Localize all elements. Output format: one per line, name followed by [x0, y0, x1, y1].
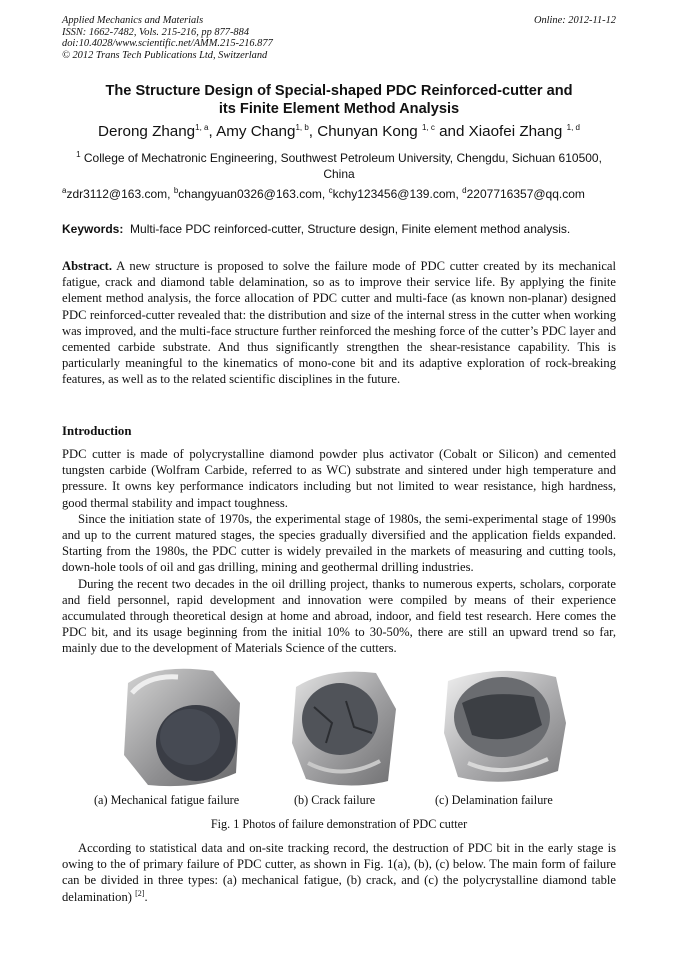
subcaption-a: (a) Mechanical fatigue failure [94, 793, 240, 807]
author-affil-sup: 1, a [195, 122, 209, 132]
photo-mechanical-fatigue [118, 663, 248, 791]
section-heading-introduction: Introduction [62, 424, 132, 438]
email-separator: , [167, 187, 174, 201]
author-list [62, 122, 616, 142]
email-sup: d [462, 186, 467, 195]
keywords [62, 221, 616, 237]
issn: ISSN: 1662-7482, Vols. 215-216, pp 877-884 [62, 26, 250, 38]
online-date: Online: 2012-11-12 [533, 15, 616, 26]
introduction-body [62, 446, 616, 657]
author-name: Derong Zhang [98, 123, 196, 140]
affiliation-sup: 1 [76, 150, 81, 159]
email-sup: c [328, 186, 333, 195]
email-separator: , [455, 187, 463, 201]
author-name: Chunyan Kong [317, 123, 418, 140]
author-name: Amy Chang [216, 123, 296, 140]
email-list [62, 186, 616, 202]
body-paragraph-final [62, 840, 616, 905]
author-affil-sup: 1, b [295, 122, 309, 132]
email-sup: a [62, 186, 67, 195]
author-separator: and [434, 123, 469, 140]
email-separator: , [321, 187, 329, 201]
title-line-1: The Structure Design of Special-shaped PDC Reinforced-cutter and [105, 83, 573, 99]
paragraph: PDC cutter is made of polycrystalline diamond powder plus activator (Cobalt or Silicon) and cemented tungsten carbide (Wolfram Carbide, referred to as WC) substrate and sintered under high temperature and pressure. It owns key performance indicators including but not limited to wear resistance, high hardness, good thermal stability and impact toughness. [62, 447, 616, 510]
email-link[interactable]: 2207716357@qq.com [466, 187, 585, 201]
email-link[interactable]: zdr3112@163.com [66, 187, 168, 201]
doi: doi:10.4028/www.scientific.net/AMM.215-216.877 [62, 38, 273, 50]
figure-subcaptions [62, 793, 616, 809]
author-name: Xiaofei Zhang [468, 123, 563, 140]
email-link[interactable]: changyuan0326@163.com [178, 187, 322, 201]
paragraph: During the recent two decades in the oil drilling project, thanks to numerous experts, scholars, corporate and field personnel, rapid development and innovation were compiled by means of their experience accumulated through theoretical design at home and abroad, indoor, and field test research. Here comes the PDC bit, and its usage beginning from the initial 10% to 30-50%, there are still an upward trend so far, mainly due to the development of Materials Science of the cutters. [62, 576, 616, 656]
paragraph: Since the initiation state of 1970s, the experimental stage of 1980s, the semi-experimental stage of 1990s and up to the current matured stages, the species gradually diversified and the application fields expanded. Starting from the 1980s, the PDC cutter is widely prevailed in the markets of measuring and cutting tools, down-hole tools of oil and gas drilling, mining and geothermal drilling industries. [62, 511, 616, 575]
journal-header [62, 15, 616, 61]
author-separator: , [308, 123, 318, 140]
author-affil-sup: 1, c [421, 122, 435, 132]
subcaption-c: (c) Delamination failure [435, 793, 553, 807]
abstract-label: Abstract. [62, 259, 113, 273]
email-sup: b [173, 186, 179, 195]
photo-crack-failure [288, 663, 400, 791]
paragraph-end: . [144, 889, 148, 904]
keywords-label: Keywords: [62, 222, 124, 236]
paragraph: According to statistical data and on-site tracking record, the destruction of PDC bit in the early stage is owing to the of primary failure of PDC cutter, as shown in Fig. 1(a), (b), (c) below. The main form of failure can be divided in three types: (a) mechanical fatigue, (b) crack, and (c) the polycrystalline diamond table delamination) [62, 841, 616, 904]
paper-title [62, 82, 616, 118]
abstract-text: A new structure is proposed to solve the failure mode of PDC cutter created by its mechanical fatigue, crack and diamond table delamination, so as to improve their service life. By applying the finite element method analysis, the force allocation of PDC cutter and multi-face (as known non-planar) designed PDC reinforced-cutter revealed that: the distribution and size of the internal stress in the cutter when working was improved, and the multi-face structure further reinforced the meshing force of the cutter’s PDC layer and cemented carbide substrate. And thus significantly strengthen the shear-resistance capability. This is particularly meaningful to the kinematics of mono-cone bit and its adaptive exploration of rock-breaking features, as well as to the related scientific disciplines in the future. [62, 259, 616, 387]
journal-name: Applied Mechanics and Materials [62, 15, 204, 26]
author-separator: , [208, 123, 217, 140]
subcaption-b: (b) Crack failure [294, 793, 376, 807]
affiliation-line-1: College of Mechatronic Engineering, Southwest Petroleum University, Chengdu, Sichuan 610500, [80, 151, 602, 165]
citation: [2] [135, 888, 145, 898]
figure-caption: Fig. 1 Photos of failure demonstration of PDC cutter [210, 817, 468, 831]
copyright: © 2012 Trans Tech Publications Ltd, Switzerland [62, 49, 268, 61]
email-link[interactable]: kchy123456@139.com [332, 187, 456, 201]
affiliation [62, 150, 616, 182]
affiliation-line-2: China [323, 167, 355, 181]
photo-delamination-failure [438, 663, 570, 791]
figure-1-photos [62, 663, 616, 791]
title-line-2: its Finite Element Method Analysis [218, 101, 460, 117]
abstract [62, 258, 616, 388]
author-affil-sup: 1, d [566, 122, 580, 132]
keywords-text: Multi-face PDC reinforced-cutter, Structure design, Finite element method analysis. [130, 222, 571, 236]
